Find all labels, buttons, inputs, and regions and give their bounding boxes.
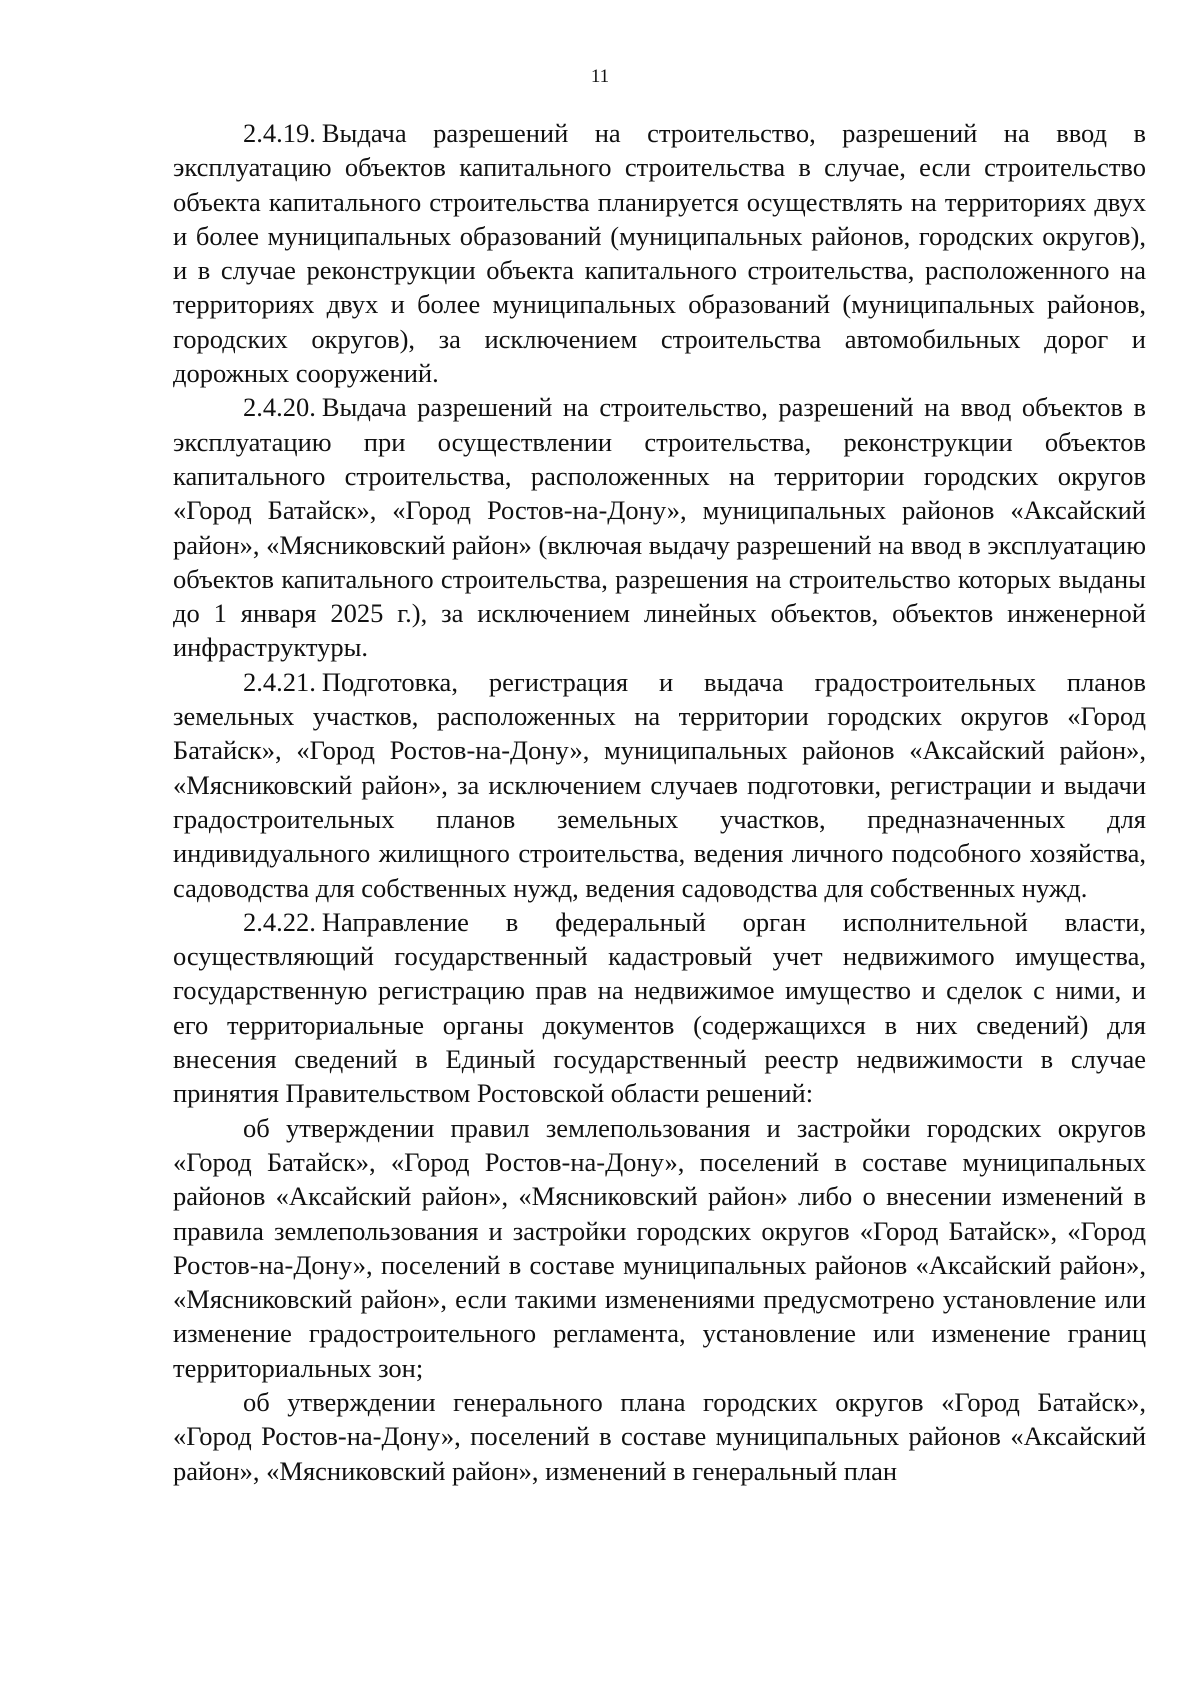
paragraph-2-4-22 [173, 905, 1146, 1111]
paragraph-number: 2.4.19. [243, 118, 316, 148]
paragraph-2-4-19 [173, 116, 1146, 390]
paragraph-number: 2.4.21. [243, 666, 316, 697]
paragraph-number: 2.4.20. [243, 392, 316, 423]
document-body [173, 116, 1146, 1488]
paragraph-2-4-21 [173, 665, 1146, 905]
paragraph-text: Выдача разрешений на строительство, разрешений на ввод объектов в эксплуатацию при осуществлении строительства, реконструкции объектов капитального строительства, расположенных на территории городских округов «Город Батайск», «Город Ростов-на-Дону», муниципальных районов «Аксайский район», «Мясниковский район» (включая выдачу разрешений на ввод в эксплуатацию объектов капитального строительства, разрешения на строительство которых выданы до 1 января 2025 г.), за исключением линейных объектов, объектов инженерной инфраструктуры. [173, 392, 1146, 663]
page-number: 11 [590, 66, 610, 87]
paragraph-text: Подготовка, регистрация и выдача градостроительных планов земельных участков, расположенных на территории городских округов «Город Батайск», «Город Ростов-на-Дону», муниципальных районов «Аксайский район», «Мясниковский район», за исключением случаев подготовки, регистрации и выдачи градостроительных планов земельных участков, предназначенных для индивидуального жилищного строительства, ведения личного подсобного хозяйства, садоводства для собственных нужд, ведения садоводства для собственных нужд. [173, 666, 1146, 903]
paragraph-text: Выдача разрешений на строительство, разрешений на ввод в эксплуатацию объектов капитального строительства в случае, если строительство объекта капитального строительства планируется осуществлять на территориях двух и более муниципальных образований (муниципальных районов, городских округов), и в случае реконструкции объекта капитального строительства, расположенного на территориях двух и более муниципальных образований (муниципальных районов, городских округов), за исключением строительства автомобильных дорог и дорожных сооружений. [173, 118, 1146, 389]
paragraph-text: об утверждении генерального плана городских округов «Город Батайск», «Город Ростов-на-Дону», поселений в составе муниципальных районов «Аксайский район», «Мясниковский район», изменений в генеральный план [173, 1386, 1146, 1486]
paragraph-text: об утверждении правил землепользования и застройки городских округов «Город Батайск», «Город Ростов-на-Дону», поселений в составе муниципальных районов «Аксайский район», «Мясниковский район» либо о внесении изменений в правила землепользования и застройки городских округов «Город Батайск», «Город Ростов-на-Дону», поселений в составе муниципальных районов «Аксайский район», «Мясниковский район», если такими изменениями предусмотрено установление или изменение градостроительного регламента, установление или изменение границ территориальных зон; [173, 1112, 1146, 1383]
paragraph-text: Направление в федеральный орган исполнительной власти, осуществляющий государственный кадастровый учет недвижимого имущества, государственную регистрацию прав на недвижимое имущество и сделок с ними, и его территориальные органы документов (содержащихся в них сведений) для внесения сведений в Единый государственный реестр недвижимости в случае принятия Правительством Ростовской области решений: [173, 906, 1146, 1109]
paragraph-2-4-20 [173, 390, 1146, 664]
paragraph-general-plan [173, 1385, 1146, 1488]
paragraph-number: 2.4.22. [243, 906, 316, 937]
paragraph-land-use-rules [173, 1111, 1146, 1385]
